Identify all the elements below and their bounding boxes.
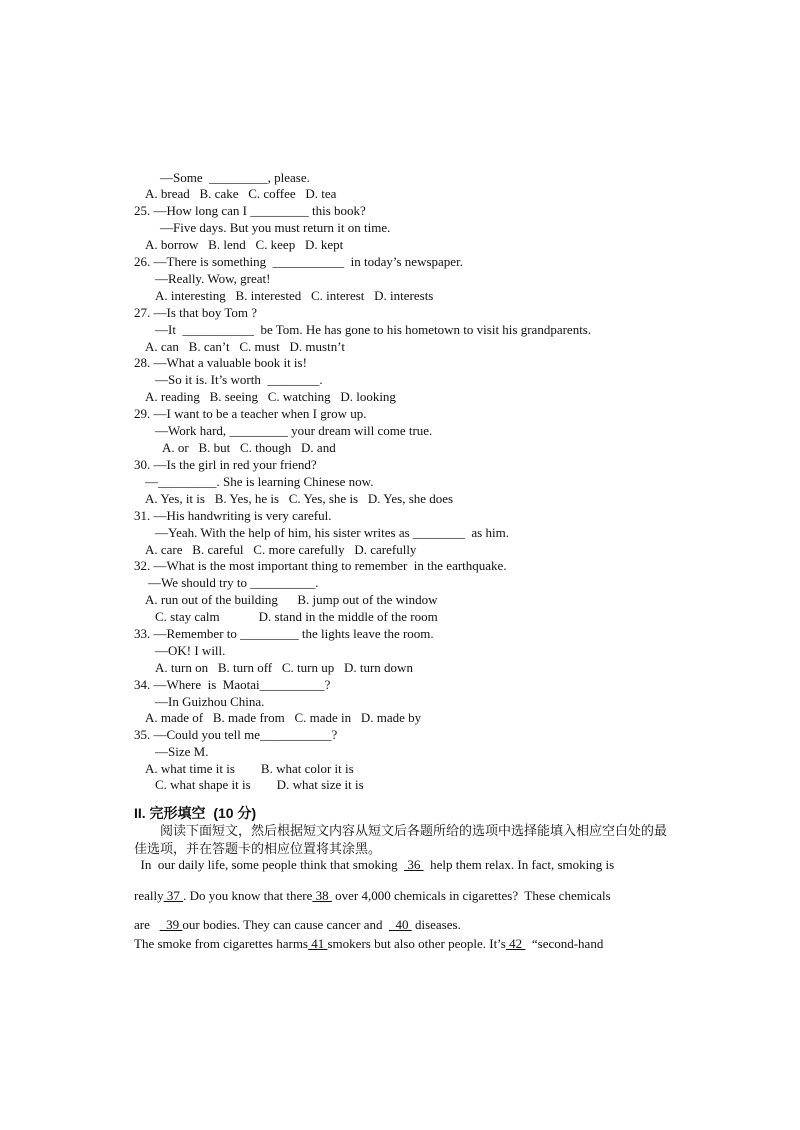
passage-line-1	[134, 857, 614, 873]
passage-text: help them relax. In fact, smoking is	[423, 857, 615, 872]
q25-line-2: —Five days. But you must return it on time.	[160, 220, 391, 235]
passage-text: over 4,000 chemicals in cigarettes? These chemicals	[331, 888, 611, 903]
section-instruction: 阅读下面短文，然后根据短文内容从短文后各题所给的选项中选择能填入相应空白处的最佳选项，并在答题卡的相应位置将其涂黑。	[134, 823, 668, 856]
blank-41: 41	[308, 936, 328, 951]
q32-options-1: A. run out of the building B. jump out of the window	[145, 592, 438, 607]
q35-line-1: 35. —Could you tell me___________?	[134, 727, 338, 742]
q31-options: A. care B. careful C. more carefully D. carefully	[145, 542, 417, 557]
q31-line-2: —Yeah. With the help of him, his sister writes as ________ as him.	[155, 525, 509, 540]
q27-line-1: 27. —Is that boy Tom ?	[134, 305, 258, 320]
q32-line-2: —We should try to __________.	[148, 575, 319, 590]
blank-37: 37	[163, 888, 184, 903]
passage-line-4	[134, 936, 603, 952]
q28-options: A. reading B. seeing C. watching D. looking	[145, 389, 396, 404]
q28-line-2: —So it is. It’s worth ________.	[155, 372, 323, 387]
blank-42: 42	[505, 936, 526, 951]
q35-options-2: C. what shape it is D. what size it is	[155, 777, 364, 792]
q26-line-2: —Really. Wow, great!	[155, 271, 271, 286]
q29-options: A. or B. but C. though D. and	[162, 440, 336, 455]
q26-options: A. interesting B. interested C. interest D. interests	[155, 288, 434, 303]
q34-line-1: 34. —Where is Maotai__________?	[134, 677, 331, 692]
q35-line-2: —Size M.	[155, 744, 209, 759]
q31-line-1: 31. —His handwriting is very careful.	[134, 508, 332, 523]
blank-36: 36	[404, 857, 424, 872]
passage-text: In our daily life, some people think that smoking	[134, 857, 405, 872]
blank-38: 38	[312, 888, 332, 903]
passage-text: . Do you know that there	[183, 888, 313, 903]
q35-options-1: A. what time it is B. what color it is	[145, 761, 354, 776]
q30-line-1: 30. —Is the girl in red your friend?	[134, 457, 317, 472]
q25-line-1: 25. —How long can I _________ this book?	[134, 203, 366, 218]
q29-line-2: —Work hard, _________ your dream will come true.	[155, 423, 433, 438]
q28-line-1: 28. —What a valuable book it is!	[134, 355, 307, 370]
passage-text: The smoke from cigarettes harms	[134, 936, 308, 951]
q30-options: A. Yes, it is B. Yes, he is C. Yes, she is D. Yes, she does	[145, 491, 454, 506]
blank-39: 39	[159, 917, 183, 932]
q33-line-2: —OK! I will.	[155, 643, 226, 658]
section-heading: II. 完形填空 (10 分)	[134, 805, 257, 821]
passage-line-2	[134, 888, 611, 904]
passage-text: are	[134, 917, 160, 932]
q25-options: A. borrow B. lend C. keep D. kept	[145, 237, 344, 252]
passage-text: “second-hand	[525, 936, 604, 951]
q34-options: A. made of B. made from C. made in D. made by	[145, 710, 422, 725]
q26-line-1: 26. —There is something ___________ in today’s newspaper.	[134, 254, 463, 269]
q27-options: A. can B. can’t C. must D. mustn’t	[145, 339, 345, 354]
passage-line-3	[134, 917, 461, 933]
q30-line-2: —_________. She is learning Chinese now.	[145, 474, 374, 489]
q33-line-1: 33. —Remember to _________ the lights leave the room.	[134, 626, 434, 641]
passage-text: smokers but also other people. It’s	[327, 936, 506, 951]
blank-40: 40	[388, 917, 412, 932]
passage-text: diseases.	[411, 917, 461, 932]
q34-line-2: —In Guizhou China.	[155, 694, 265, 709]
q27-line-2: —It ___________ be Tom. He has gone to his hometown to visit his grandparents.	[155, 322, 592, 337]
q24-options: A. bread B. cake C. coffee D. tea	[145, 186, 337, 201]
passage-text: our bodies. They can cause cancer and	[182, 917, 389, 932]
q29-line-1: 29. —I want to be a teacher when I grow up.	[134, 406, 367, 421]
q24-line-2: —Some _________, please.	[160, 170, 310, 185]
q33-options: A. turn on B. turn off C. turn up D. turn down	[155, 660, 413, 675]
q32-options-2: C. stay calm D. stand in the middle of the room	[155, 609, 438, 624]
passage-text: really	[134, 888, 164, 903]
q32-line-1: 32. —What is the most important thing to remember in the earthquake.	[134, 558, 507, 573]
